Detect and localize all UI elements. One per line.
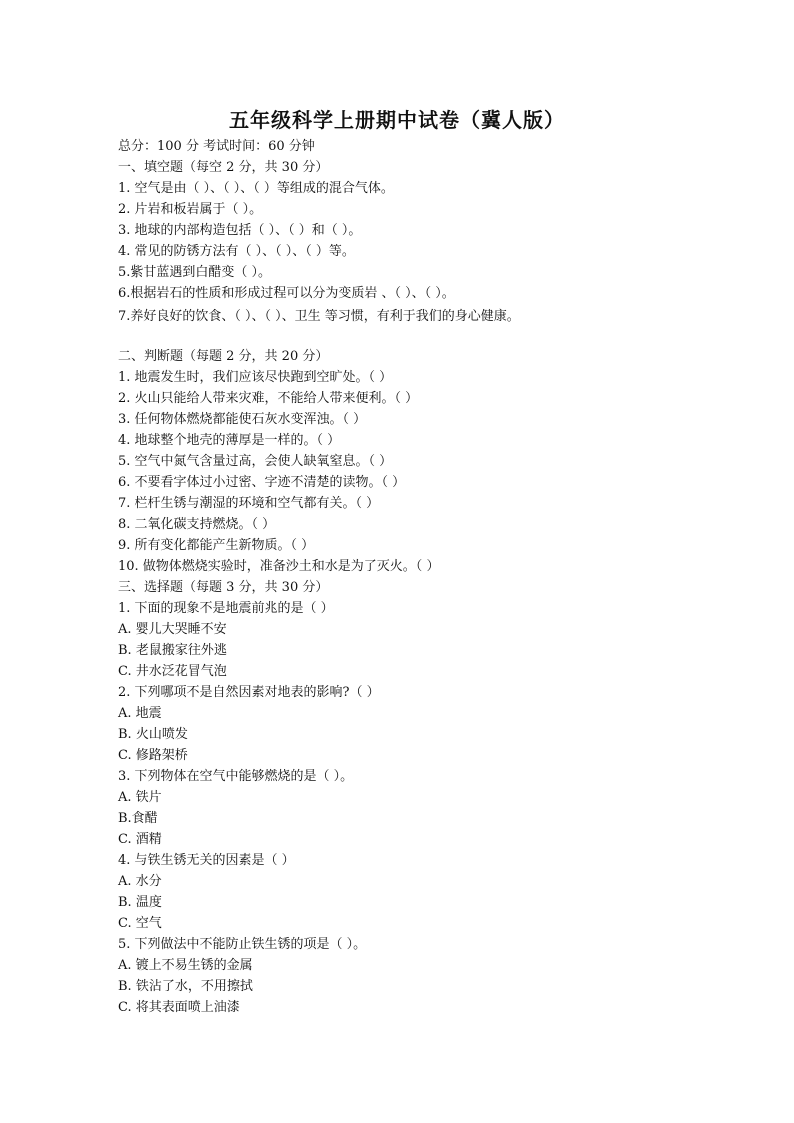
choice-option: C. 将其表面喷上油漆	[118, 1000, 240, 1015]
judge-question-9: 9. 所有变化都能产生新物质。（ ）	[118, 538, 315, 553]
choice-option: B. 温度	[118, 895, 162, 910]
choice-option: C. 酒精	[118, 832, 162, 847]
judge-question-7: 7. 栏杆生锈与潮湿的环境和空气都有关。（ ）	[118, 496, 380, 511]
section-header-choice: 三、选择题（每题 3 分，共 30 分）	[118, 580, 329, 595]
choice-option: A. 铁片	[118, 790, 162, 805]
choice-option: C. 修路架桥	[118, 748, 188, 763]
fill-question-7: 7.养好良好的饮食、（ ）、（ ）、卫生 等习惯，有利于我们的身心健康。	[118, 309, 520, 324]
section-header-fill: 一、填空题（每空 2 分，共 30 分）	[118, 160, 329, 175]
choice-question: 1. 下面的现象不是地震前兆的是（ ）	[118, 601, 334, 616]
fill-question-2: 2. 片岩和板岩属于（ ）。	[118, 202, 263, 217]
judge-question-10: 10. 做物体燃烧实验时，准备沙土和水是为了灭火。（ ）	[118, 559, 440, 574]
fill-question-1: 1. 空气是由（ ）、（ ）、（ ）等组成的混合气体。	[118, 181, 394, 196]
judge-question-4: 4. 地球整个地壳的薄厚是一样的。（ ）	[118, 433, 341, 448]
fill-question-5: 5.紫甘蓝遇到白醋变（ ）。	[118, 265, 272, 280]
fill-question-6: 6.根据岩石的性质和形成过程可以分为变质岩 、（ ）、（ ）。	[118, 286, 455, 301]
judge-question-2: 2. 火山只能给人带来灾难，不能给人带来便利。（ ）	[118, 391, 419, 406]
choice-option: A. 水分	[118, 874, 162, 889]
choice-question: 4. 与铁生锈无关的因素是（ ）	[118, 853, 295, 868]
choice-option: A. 镀上不易生锈的金属	[118, 958, 253, 973]
judge-question-8: 8. 二氧化碳支持燃烧。（ ）	[118, 517, 276, 532]
exam-meta: 总分：100 分 考试时间：60 分钟	[118, 139, 315, 154]
choice-question: 5. 下列做法中不能防止铁生锈的项是（ ）。	[118, 937, 367, 952]
page-title: 五年级科学上册期中试卷（冀人版）	[229, 108, 565, 132]
choice-option: B.食醋	[118, 811, 158, 826]
choice-question: 2. 下列哪项不是自然因素对地表的影响?（ ）	[118, 685, 380, 700]
choice-option: B. 火山喷发	[118, 727, 188, 742]
judge-question-6: 6. 不要看字体过小过密、字迹不清楚的读物。（ ）	[118, 475, 406, 490]
choice-option: C. 空气	[118, 916, 162, 931]
choice-question: 3. 下列物体在空气中能够燃烧的是（ ）。	[118, 769, 354, 784]
section-header-judge: 二、判断题（每题 2 分，共 20 分）	[118, 349, 329, 364]
fill-question-4: 4. 常见的防锈方法有（ ）、（ ）、（ ）等。	[118, 244, 355, 259]
judge-question-5: 5. 空气中氮气含量过高，会使人缺氧窒息。（ ）	[118, 454, 393, 469]
choice-option: A. 地震	[118, 706, 162, 721]
choice-option: B. 老鼠搬家往外逃	[118, 643, 227, 658]
fill-question-3: 3. 地球的内部构造包括（ ）、（ ）和（ ）。	[118, 223, 362, 238]
choice-option: B. 铁沾了水，不用擦拭	[118, 979, 253, 994]
choice-option: C. 井水泛花冒气泡	[118, 664, 227, 679]
judge-question-1: 1. 地震发生时，我们应该尽快跑到空旷处。（ ）	[118, 370, 393, 385]
choice-option: A. 婴儿大哭睡不安	[118, 622, 227, 637]
judge-question-3: 3. 任何物体燃烧都能使石灰水变浑浊。（ ）	[118, 412, 367, 427]
